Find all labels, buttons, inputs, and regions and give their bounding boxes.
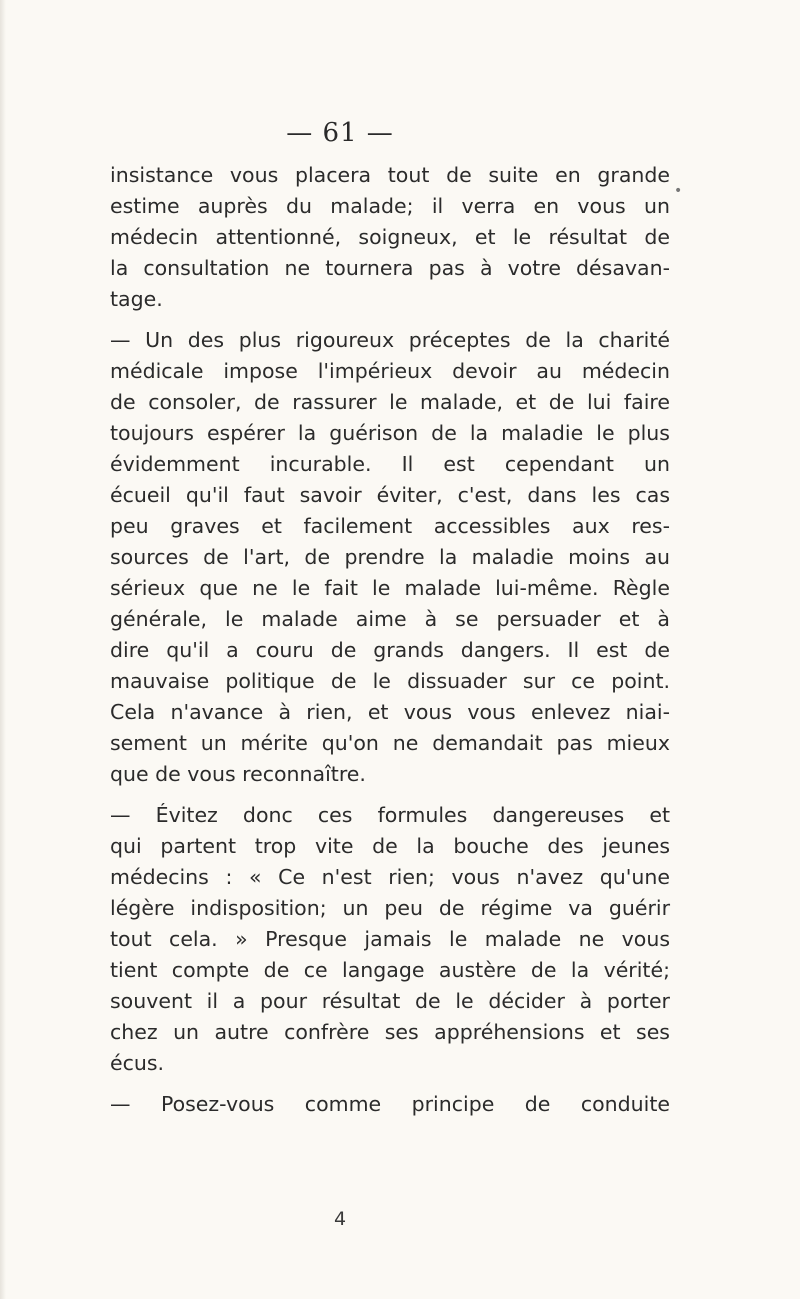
text-line: chez un autre confrère ses appréhensions et ses	[110, 1020, 670, 1044]
text-line: écueil qu'il faut savoir éviter, c'est, dans les cas	[110, 483, 670, 507]
text-line: qui partent trop vite de la bouche des jeunes	[110, 834, 670, 858]
text-line: tage.	[110, 287, 163, 311]
text-line: sources de l'art, de prendre la maladie moins au	[110, 545, 670, 569]
paragraph	[110, 800, 670, 1079]
text-line: légère indisposition; un peu de régime va guérir	[110, 896, 670, 920]
text-line: — Un des plus rigoureux préceptes de la charité	[110, 328, 670, 352]
text-line: — Évitez donc ces formules dangereuses et	[110, 803, 670, 827]
text-line: de consoler, de rassurer le malade, et de lui faire	[110, 390, 670, 414]
text-line: mauvaise politique de le dissuader sur ce point.	[110, 669, 670, 693]
text-line: générale, le malade aime à se persuader et à	[110, 607, 670, 631]
body-text	[110, 160, 670, 1120]
text-line: Cela n'avance à rien, et vous vous enlevez niai-	[110, 700, 670, 724]
text-line: médecins : « Ce n'est rien; vous n'avez qu'une	[110, 865, 670, 889]
paragraph	[110, 1089, 670, 1120]
paragraph	[110, 160, 670, 315]
text-line: toujours espérer la guérison de la maladie le plus	[110, 421, 670, 445]
page-edge-shadow	[0, 0, 6, 1299]
signature-mark: 4	[333, 1208, 347, 1230]
text-line: tient compte de ce langage austère de la vérité;	[110, 958, 670, 982]
text-line: souvent il a pour résultat de le décider à porter	[110, 989, 670, 1013]
text-line: peu graves et facilement accessibles aux res-	[110, 514, 670, 538]
text-line: dire qu'il a couru de grands dangers. Il est de	[110, 638, 670, 662]
page-number: — 61 —	[286, 118, 394, 148]
text-line: sérieux que ne le fait le malade lui-même. Règle	[110, 576, 670, 600]
paragraph	[110, 325, 670, 790]
text-line: médecin attentionné, soigneux, et le résultat de	[110, 225, 670, 249]
text-line: estime auprès du malade; il verra en vous un	[110, 194, 670, 218]
text-line: la consultation ne tournera pas à votre désavan-	[110, 256, 670, 280]
text-line: médicale impose l'impérieux devoir au médecin	[110, 359, 670, 383]
text-line: sement un mérite qu'on ne demandait pas mieux	[110, 731, 670, 755]
margin-mark: •	[674, 183, 683, 199]
text-line: évidemment incurable. Il est cependant un	[110, 452, 670, 476]
text-line: insistance vous placera tout de suite en grande	[110, 163, 670, 187]
text-line: tout cela. » Presque jamais le malade ne vous	[110, 927, 670, 951]
text-line: que de vous reconnaître.	[110, 762, 366, 786]
text-line: écus.	[110, 1051, 165, 1075]
text-line: — Posez-vous comme principe de conduite	[110, 1092, 670, 1116]
